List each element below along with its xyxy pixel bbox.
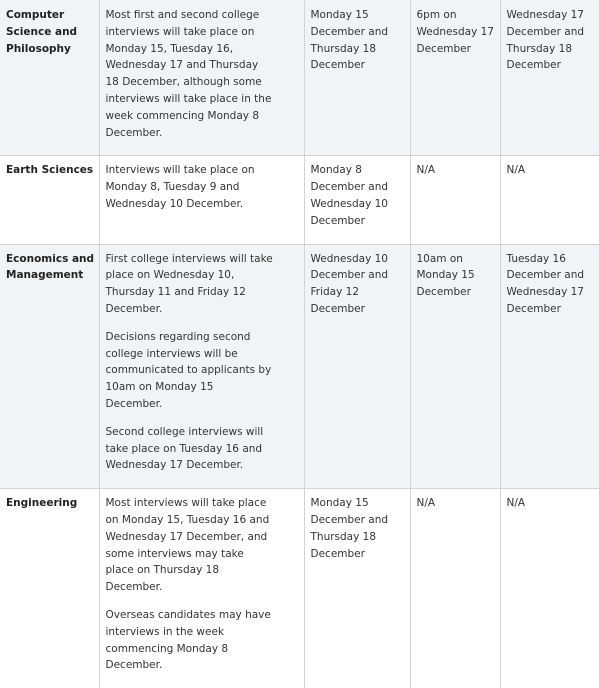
details-cell (99, 244, 304, 489)
second-interviews-cell: Tuesday 16 December and Wednesday 17 December (500, 244, 599, 489)
details-paragraph: Decisions regarding second college interviews will be communicated to applicants by 10am on Monday 15 December. (105, 330, 272, 410)
details-paragraph: Overseas candidates may have interviews in the week commencing Monday 8 December. (105, 608, 271, 672)
shortlist-notice-cell: N/A (410, 156, 500, 244)
second-interviews-cell: N/A (500, 489, 599, 688)
details-paragraph: Most interviews will take place on Monday 15, Tuesday 16 and Wednesday 17 December, and some interviews may take place on Thursday 18 December. (105, 497, 270, 594)
second-interviews-cell: N/A (500, 156, 599, 244)
subject-cell: Earth Sciences (0, 156, 99, 244)
shortlist-notice-cell: 10am on Monday 15 December (410, 244, 500, 489)
interview-dates-cell: Monday 8 December and Wednesday 10 December (304, 156, 410, 244)
details-cell (99, 0, 304, 156)
details-paragraph: First college interviews will take place on Wednesday 10, Thursday 11 and Friday 12 December. (105, 252, 273, 315)
shortlist-notice-cell: 6pm on Wednesday 17 December (410, 0, 500, 156)
details-paragraph: Interviews will take place on Monday 8, Tuesday 9 and Wednesday 10 December. (105, 164, 255, 210)
subject-cell: Engineering (0, 489, 99, 688)
details-paragraph: Second college interviews will take place on Tuesday 16 and Wednesday 17 December. (105, 425, 264, 472)
interview-dates-cell: Monday 15 December and Thursday 18 December (304, 489, 410, 688)
table-row (0, 156, 599, 244)
table-row (0, 244, 599, 489)
interview-dates-cell: Wednesday 10 December and Friday 12 December (304, 244, 410, 489)
details-cell (99, 489, 304, 688)
details-cell (99, 156, 304, 244)
table-row (0, 489, 599, 688)
details-paragraph: Most first and second college interviews will take place on Monday 15, Tuesday 16, Wednesday 17 and Thursday 18 December, although some interviews will take place in the week commencing Monday 8 December. (105, 9, 272, 139)
subject-cell: Computer Science and Philosophy (0, 0, 99, 156)
table-row (0, 0, 599, 156)
shortlist-notice-cell: N/A (410, 489, 500, 688)
interview-dates-cell: Monday 15 December and Thursday 18 December (304, 0, 410, 156)
second-interviews-cell: Wednesday 17 December and Thursday 18 December (500, 0, 599, 156)
subject-cell: Economics and Management (0, 244, 99, 489)
